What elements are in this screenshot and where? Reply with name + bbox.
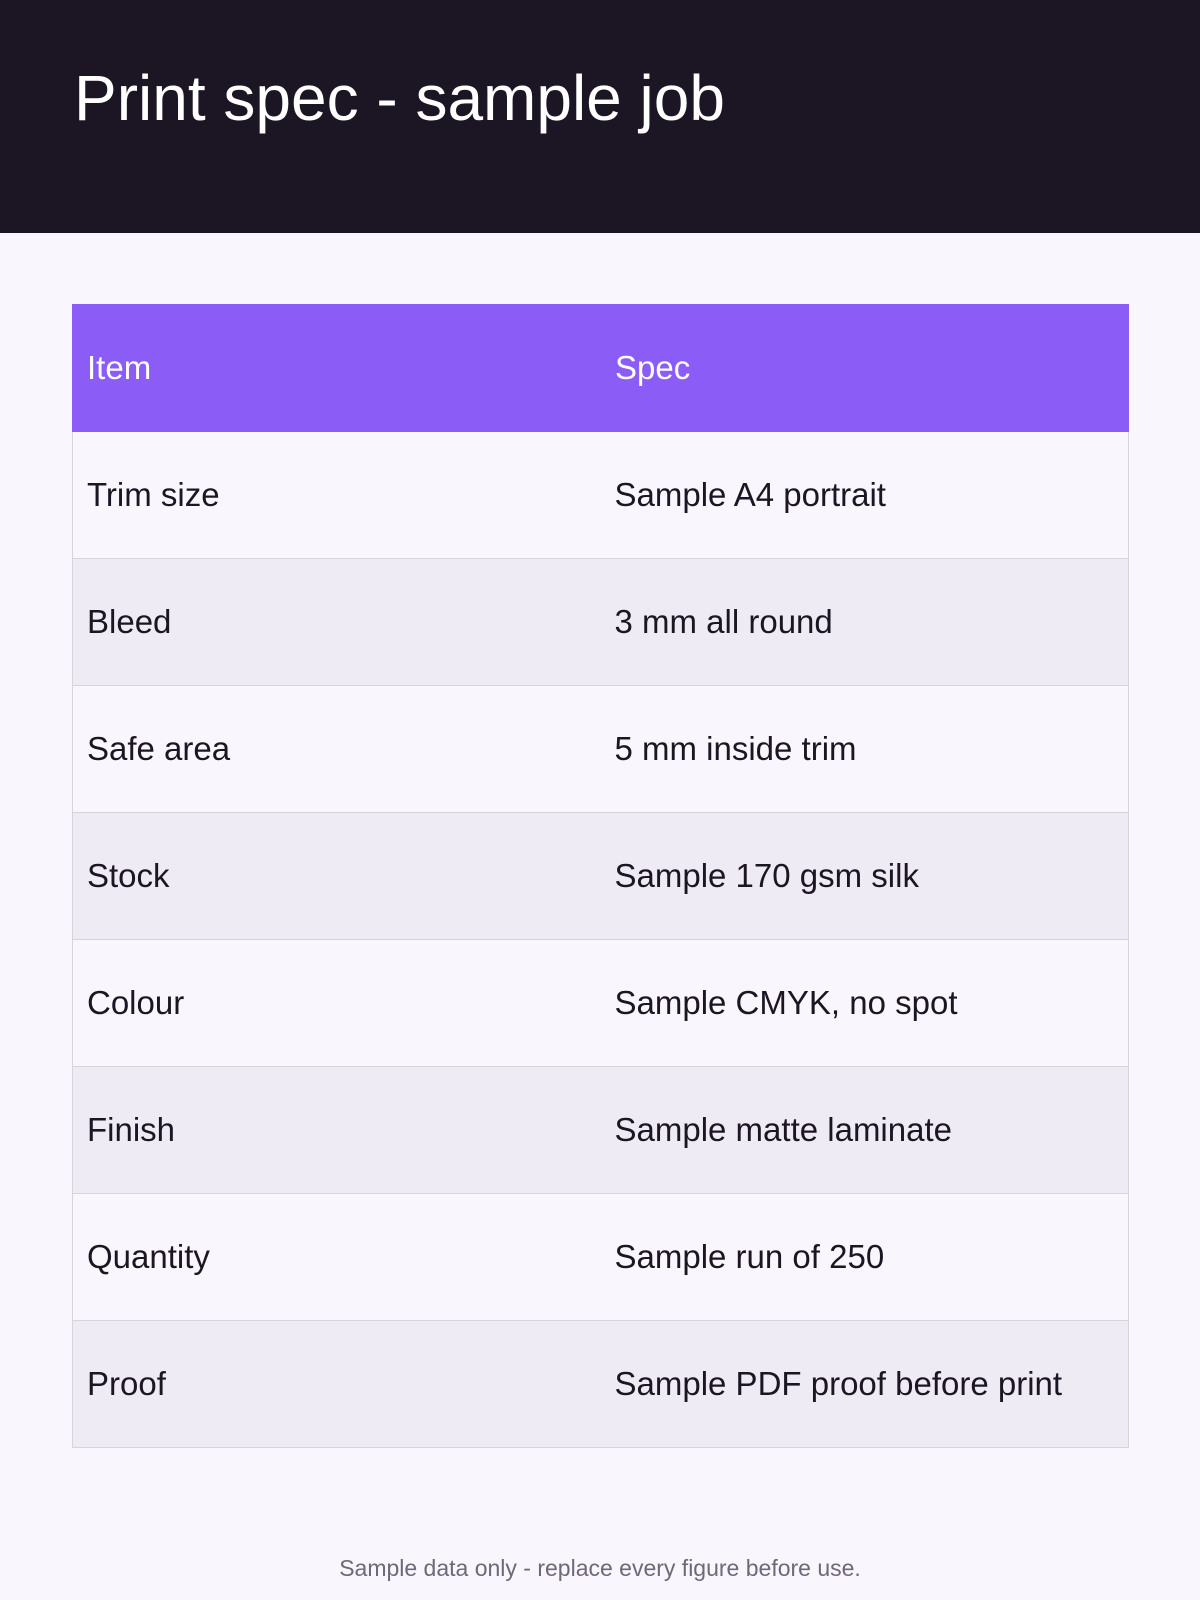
spec-cell: Sample A4 portrait <box>601 432 1129 559</box>
item-cell: Trim size <box>73 432 601 559</box>
item-cell: Proof <box>73 1321 601 1448</box>
spec-cell: 3 mm all round <box>601 559 1129 686</box>
item-cell: Finish <box>73 1067 601 1194</box>
table-row <box>73 1321 1129 1448</box>
spec-cell: Sample run of 250 <box>601 1194 1129 1321</box>
table-row <box>73 940 1129 1067</box>
table-header-row <box>73 305 1129 432</box>
item-cell: Quantity <box>73 1194 601 1321</box>
spec-cell: Sample 170 gsm silk <box>601 813 1129 940</box>
table-row <box>73 1067 1129 1194</box>
table-row <box>73 432 1129 559</box>
footnote: Sample data only - replace every figure before use. <box>339 1555 861 1581</box>
column-header-spec: Spec <box>601 305 1129 432</box>
header-banner <box>0 0 1200 233</box>
table-row <box>73 813 1129 940</box>
page-title: Print spec - sample job <box>74 62 725 134</box>
spec-cell: Sample matte laminate <box>601 1067 1129 1194</box>
table-row <box>73 686 1129 813</box>
spec-cell: 5 mm inside trim <box>601 686 1129 813</box>
item-cell: Colour <box>73 940 601 1067</box>
item-cell: Safe area <box>73 686 601 813</box>
spec-cell: Sample CMYK, no spot <box>601 940 1129 1067</box>
spec-table <box>72 304 1129 1448</box>
item-cell: Stock <box>73 813 601 940</box>
spec-cell: Sample PDF proof before print <box>601 1321 1129 1448</box>
table-row <box>73 559 1129 686</box>
column-header-item: Item <box>73 305 601 432</box>
item-cell: Bleed <box>73 559 601 686</box>
table-row <box>73 1194 1129 1321</box>
